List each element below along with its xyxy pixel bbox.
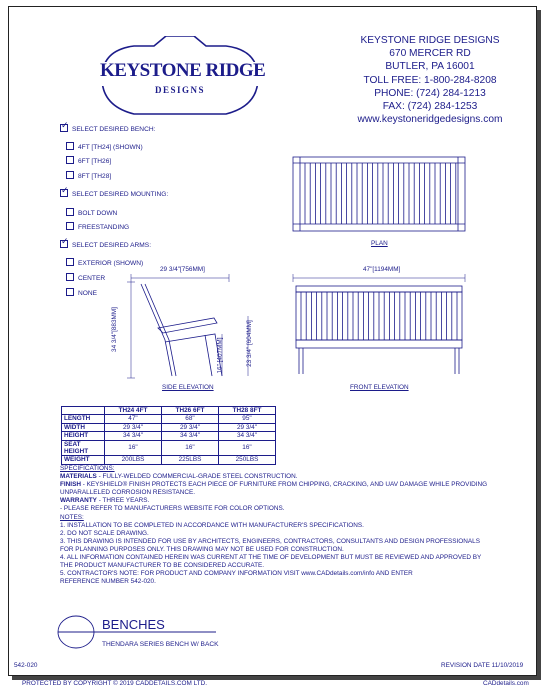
plan-view bbox=[293, 157, 465, 231]
side-width-dim: 29 3/4"[756MM] bbox=[160, 266, 205, 273]
table-header: TH26 6FT bbox=[162, 407, 219, 415]
arms-option-header: ✓SELECT DESIRED ARMS: bbox=[60, 240, 151, 249]
spec-color: - PLEASE REFER TO MANUFACTURERS WEBSITE FOR COLOR OPTIONS. bbox=[60, 505, 285, 513]
table-row: HEIGHT 34 3/4" 34 3/4" 34 3/4" bbox=[62, 432, 276, 440]
front-width-dim: 47"[1194MM] bbox=[363, 266, 401, 273]
company-name: KEYSTONE RIDGE DESIGNS bbox=[360, 35, 500, 46]
note-line: 4. ALL INFORMATION CONTAINED HEREIN WAS CURRENT AT THE TIME OF DEVELOPMENT BUT MUST BE REVIEWED AND APPROVED BY bbox=[60, 554, 482, 562]
reference-number: 542-020 bbox=[14, 662, 38, 669]
company-address: 670 MERCER RD bbox=[389, 48, 471, 60]
seat-height-dim: 16" [407MM] bbox=[216, 337, 224, 374]
table-header bbox=[62, 407, 105, 415]
table-header: TH24 4FT bbox=[105, 407, 162, 415]
specifications-notes bbox=[60, 465, 530, 586]
side-elevation-view bbox=[127, 274, 248, 378]
arms-option-exterior[interactable]: EXTERIOR (SHOWN) bbox=[66, 258, 143, 267]
copyright-text: PROTECTED BY COPYRIGHT © 2019 CADDETAILS.COM LTD. bbox=[22, 680, 207, 687]
table-row: WEIGHT 200LBS 225LBS 250LBS bbox=[62, 456, 276, 464]
company-phone: PHONE: (724) 284-1213 bbox=[374, 87, 486, 99]
spec-finish-cont: UNPARALLELED CORROSION RESISTANCE. bbox=[60, 489, 196, 497]
mounting-option-freestanding[interactable]: FREESTANDING bbox=[66, 222, 129, 231]
arm-height-dim: 23 3/4" [604MM] bbox=[245, 320, 253, 367]
table-row: LENGTH 47" 68" 95" bbox=[62, 415, 276, 423]
side-elevation-label: SIDE ELEVATION bbox=[162, 384, 214, 391]
company-city: BUTLER, PA 16001 bbox=[385, 61, 475, 73]
side-height-dim: 34 3/4"[883MM] bbox=[110, 307, 118, 352]
notes-header: NOTES: bbox=[60, 513, 84, 521]
spec-materials: MATERIALS - FULLY-WELDED COMMERCIAL-GRADE STEEL CONSTRUCTION. bbox=[60, 473, 298, 481]
arms-option-center[interactable]: CENTER bbox=[66, 273, 105, 282]
plan-label: PLAN bbox=[371, 240, 388, 247]
note-line: 2. DO NOT SCALE DRAWING. bbox=[60, 529, 149, 537]
note-line: 1. INSTALLATION TO BE COMPLETED IN ACCORDANCE WITH MANUFACTURER'S SPECIFICATIONS. bbox=[60, 521, 364, 529]
bench-option-6ft[interactable]: 6FT [TH26] bbox=[66, 156, 111, 165]
note-line: REFERENCE NUMBER 542-020. bbox=[60, 578, 156, 586]
table-row: SEAT HEIGHT 16" 16" 16" bbox=[62, 440, 276, 456]
title-block-subtitle: THENDARA SERIES BENCH W/ BACK bbox=[102, 641, 219, 648]
note-line: FOR PLANNING PURPOSES ONLY. THIS DRAWING MAY NOT BE USED FOR CONSTRUCTION. bbox=[60, 545, 344, 553]
note-line: 3. THIS DRAWING IS INTENDED FOR USE BY ARCHITECTS, ENGINEERS, CONTRACTORS, CONSULTANTS AND DESIGN PROFESSIONALS bbox=[60, 537, 480, 545]
spec-finish: FINISH - KEYSHIELD® FINISH PROTECTS EACH PIECE OF FURNITURE FROM CHIPPING, CRACKING, AND UAV DAMAGE WHILE PROVIDING bbox=[60, 481, 488, 489]
table-row: WIDTH 29 3/4" 29 3/4" 29 3/4" bbox=[62, 423, 276, 431]
logo-line1: KEYSTONE RIDGE bbox=[100, 60, 266, 81]
company-toll-free: TOLL FREE: 1-800-284-8208 bbox=[363, 74, 497, 86]
note-line: 5. CONTRACTOR'S NOTE: FOR PRODUCT AND COMPANY INFORMATION VISIT www.CADdetails.com/info AND ENTER bbox=[60, 570, 413, 578]
title-block-title: BENCHES bbox=[102, 617, 165, 632]
arms-option-none[interactable]: NONE bbox=[66, 288, 97, 297]
company-fax: FAX: (724) 284-1253 bbox=[382, 101, 478, 113]
logo-line2: DESIGNS bbox=[154, 85, 205, 95]
revision-date: REVISION DATE 11/10/2019 bbox=[441, 662, 524, 669]
mounting-option-bolt-down[interactable]: BOLT DOWN bbox=[66, 208, 117, 217]
spec-warranty: WARRANTY - THREE YEARS. bbox=[60, 497, 150, 505]
front-elevation-view bbox=[293, 274, 465, 374]
caddetails-link[interactable]: CADdetails.com bbox=[483, 680, 529, 687]
bench-option-8ft[interactable]: 8FT [TH28] bbox=[66, 171, 111, 180]
company-website[interactable]: www.keystoneridgedesigns.com bbox=[357, 114, 503, 126]
specs-header: SPECIFICATIONS: bbox=[60, 465, 115, 472]
dimensions-table bbox=[61, 406, 276, 465]
bench-option-4ft[interactable]: 4FT [TH24] (SHOWN) bbox=[66, 142, 143, 151]
front-elevation-label: FRONT ELEVATION bbox=[350, 384, 409, 391]
table-header: TH28 8FT bbox=[219, 407, 276, 415]
table-header-row bbox=[62, 407, 276, 415]
mounting-option-header: ✓SELECT DESIRED MOUNTING: bbox=[60, 189, 168, 198]
note-line: THE PRODUCT MANUFACTURER TO BE CONSIDERED ACCURATE. bbox=[60, 562, 265, 570]
bench-option-header: ✓SELECT DESIRED BENCH: bbox=[60, 124, 155, 133]
